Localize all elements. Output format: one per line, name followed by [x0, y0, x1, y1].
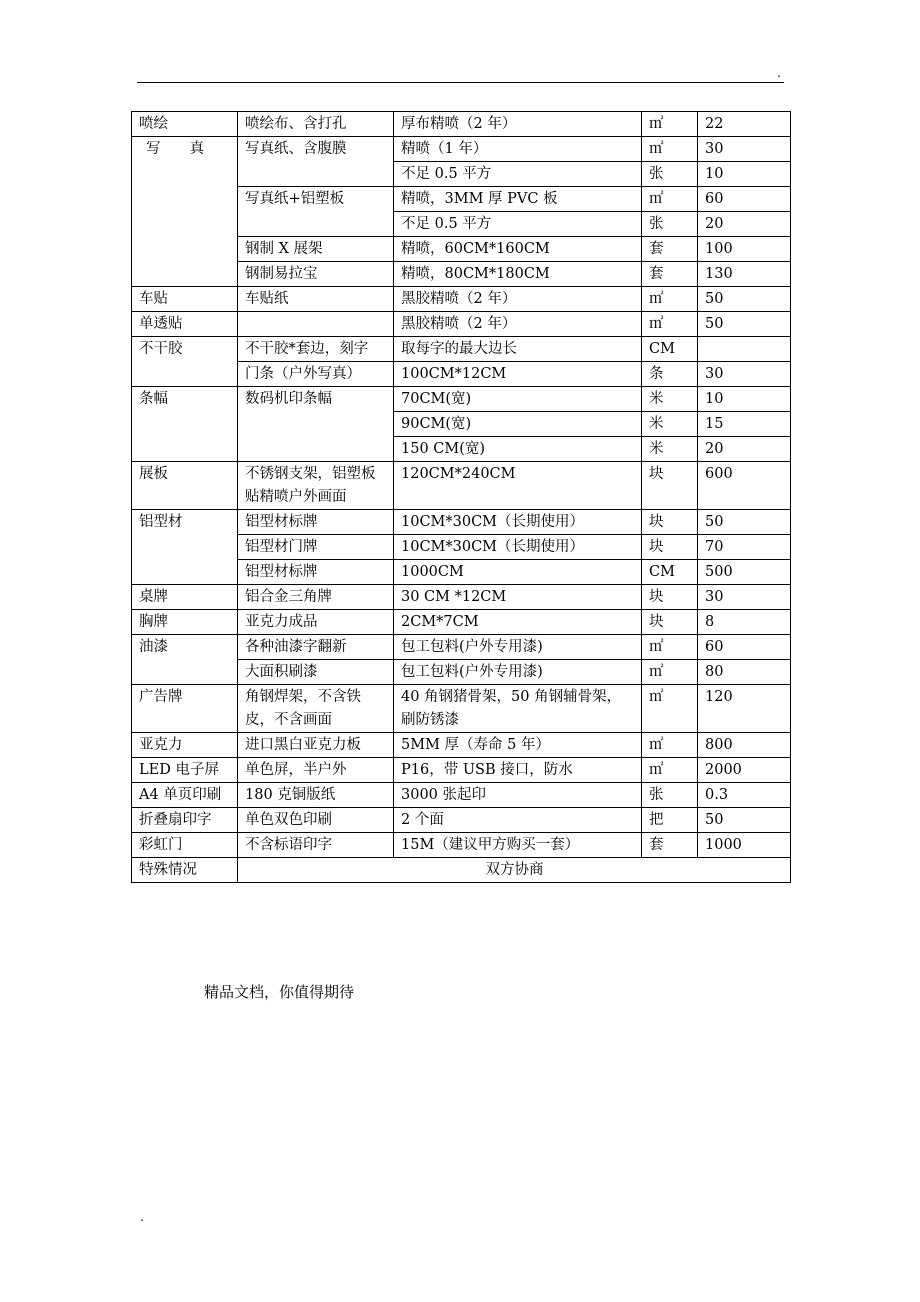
- unit-cell: 米: [642, 412, 698, 437]
- unit-cell: 米: [642, 387, 698, 412]
- category-cell: 胸牌: [132, 610, 238, 635]
- special-label-cell: 特殊情况: [132, 858, 238, 883]
- category-cell: A4 单页印刷: [132, 783, 238, 808]
- spec-cell: 精喷，3MM 厚 PVC 板: [394, 187, 642, 212]
- unit-cell: 张: [642, 783, 698, 808]
- spec-cell: 2 个面: [394, 808, 642, 833]
- spec-cell: 不足 0.5 平方: [394, 212, 642, 237]
- price-cell: [698, 337, 791, 362]
- item-cell: 单色屏，半户外: [238, 758, 394, 783]
- item-cell: [238, 312, 394, 337]
- price-cell: 60: [698, 187, 791, 212]
- spec-cell: 120CM*240CM: [394, 462, 642, 510]
- price-cell: 8: [698, 610, 791, 635]
- category-cell: 条幅: [132, 387, 238, 462]
- unit-cell: 套: [642, 237, 698, 262]
- category-cell: 不干胶: [132, 337, 238, 387]
- category-cell: 彩虹门: [132, 833, 238, 858]
- table-row: [132, 685, 791, 733]
- spec-cell: 100CM*12CM: [394, 362, 642, 387]
- unit-cell: 把: [642, 808, 698, 833]
- spec-cell: 2CM*7CM: [394, 610, 642, 635]
- item-cell: 铝型材标牌: [238, 560, 394, 585]
- spec-cell: 30 CM *12CM: [394, 585, 642, 610]
- spec-cell: P16，带 USB 接口，防水: [394, 758, 642, 783]
- item-cell: 数码机印条幅: [238, 387, 394, 462]
- spec-cell: 精喷，80CM*180CM: [394, 262, 642, 287]
- item-cell: 喷绘布、含打孔: [238, 112, 394, 137]
- item-cell: 门条（户外写真）: [238, 362, 394, 387]
- spec-cell: 40 角钢猪骨架，50 角钢辅骨架，刷防锈漆: [394, 685, 642, 733]
- item-cell: 铝型材标牌: [238, 510, 394, 535]
- spec-cell: 1000CM: [394, 560, 642, 585]
- price-cell: 50: [698, 287, 791, 312]
- unit-cell: CM: [642, 560, 698, 585]
- item-cell: 写真纸+铝塑板: [238, 187, 394, 237]
- category-cell: 油漆: [132, 635, 238, 685]
- price-cell: 80: [698, 660, 791, 685]
- spec-cell: 10CM*30CM（长期使用）: [394, 510, 642, 535]
- table-row: [132, 733, 791, 758]
- unit-cell: 套: [642, 833, 698, 858]
- item-cell: 铝型材门牌: [238, 535, 394, 560]
- spec-cell: 70CM(宽): [394, 387, 642, 412]
- item-cell: 不锈钢支架，铝塑板贴精喷户外画面: [238, 462, 394, 510]
- price-cell: 15: [698, 412, 791, 437]
- price-cell: 60: [698, 635, 791, 660]
- unit-cell: ㎡: [642, 137, 698, 162]
- unit-cell: ㎡: [642, 112, 698, 137]
- item-cell: 亚克力成品: [238, 610, 394, 635]
- spec-cell: 包工包料(户外专用漆): [394, 635, 642, 660]
- price-cell: 0.3: [698, 783, 791, 808]
- item-cell: 不干胶*套边，刻字: [238, 337, 394, 362]
- price-cell: 30: [698, 585, 791, 610]
- header-rule: [137, 82, 784, 83]
- spec-cell: 90CM(宽): [394, 412, 642, 437]
- price-table: [131, 111, 791, 883]
- spec-cell: 5MM 厚（寿命 5 年）: [394, 733, 642, 758]
- header-mark: .: [777, 66, 781, 80]
- category-cell: 广告牌: [132, 685, 238, 733]
- unit-cell: 套: [642, 262, 698, 287]
- item-cell: 铝合金三角牌: [238, 585, 394, 610]
- item-cell: 钢制 X 展架: [238, 237, 394, 262]
- category-cell: 展板: [132, 462, 238, 510]
- table-row: [132, 833, 791, 858]
- unit-cell: 米: [642, 437, 698, 462]
- unit-cell: 张: [642, 212, 698, 237]
- price-cell: 500: [698, 560, 791, 585]
- unit-cell: ㎡: [642, 733, 698, 758]
- price-cell: 30: [698, 137, 791, 162]
- item-cell: 角钢焊架，不含铁皮，不含画面: [238, 685, 394, 733]
- spec-cell: 不足 0.5 平方: [394, 162, 642, 187]
- price-cell: 1000: [698, 833, 791, 858]
- category-cell: 车贴: [132, 287, 238, 312]
- spec-cell: 黑胶精喷（2 年）: [394, 287, 642, 312]
- price-cell: 20: [698, 437, 791, 462]
- table-row: [132, 137, 791, 162]
- unit-cell: ㎡: [642, 685, 698, 733]
- price-cell: 22: [698, 112, 791, 137]
- table-row: [132, 112, 791, 137]
- unit-cell: ㎡: [642, 660, 698, 685]
- spec-cell: 10CM*30CM（长期使用）: [394, 535, 642, 560]
- category-cell: 铝型材: [132, 510, 238, 585]
- table-row: [132, 808, 791, 833]
- table-row: [132, 585, 791, 610]
- price-cell: 130: [698, 262, 791, 287]
- unit-cell: 张: [642, 162, 698, 187]
- unit-cell: 块: [642, 535, 698, 560]
- table-row: [132, 758, 791, 783]
- item-cell: 车贴纸: [238, 287, 394, 312]
- spec-cell: 黑胶精喷（2 年）: [394, 312, 642, 337]
- slogan: 精品文档，你值得期待: [204, 983, 355, 1001]
- price-cell: 30: [698, 362, 791, 387]
- category-cell: 亚克力: [132, 733, 238, 758]
- unit-cell: 块: [642, 462, 698, 510]
- price-cell: 50: [698, 510, 791, 535]
- item-cell: 钢制易拉宝: [238, 262, 394, 287]
- price-cell: 10: [698, 162, 791, 187]
- spec-cell: 3000 张起印: [394, 783, 642, 808]
- price-cell: 100: [698, 237, 791, 262]
- unit-cell: 块: [642, 585, 698, 610]
- table-row: [132, 337, 791, 362]
- price-cell: 600: [698, 462, 791, 510]
- unit-cell: 条: [642, 362, 698, 387]
- unit-cell: ㎡: [642, 635, 698, 660]
- unit-cell: ㎡: [642, 312, 698, 337]
- item-cell: 各种油漆字翻新: [238, 635, 394, 660]
- unit-cell: ㎡: [642, 187, 698, 212]
- unit-cell: CM: [642, 337, 698, 362]
- unit-cell: 块: [642, 610, 698, 635]
- spec-cell: 15M（建议甲方购买一套）: [394, 833, 642, 858]
- unit-cell: ㎡: [642, 758, 698, 783]
- table-row: [132, 510, 791, 535]
- price-cell: 10: [698, 387, 791, 412]
- table-row-special: [132, 858, 791, 883]
- table-row: [132, 462, 791, 510]
- table-row: [132, 287, 791, 312]
- table-row: [132, 312, 791, 337]
- price-cell: 70: [698, 535, 791, 560]
- spec-cell: 取每字的最大边长: [394, 337, 642, 362]
- category-cell: 桌牌: [132, 585, 238, 610]
- price-cell: 120: [698, 685, 791, 733]
- spec-cell: 精喷，60CM*160CM: [394, 237, 642, 262]
- category-cell: 单透贴: [132, 312, 238, 337]
- table-row: [132, 610, 791, 635]
- category-cell: 喷绘: [132, 112, 238, 137]
- spec-cell: 精喷（1 年）: [394, 137, 642, 162]
- item-cell: 单色双色印刷: [238, 808, 394, 833]
- price-cell: 2000: [698, 758, 791, 783]
- price-cell: 50: [698, 808, 791, 833]
- price-cell: 50: [698, 312, 791, 337]
- spec-cell: 厚布精喷（2 年）: [394, 112, 642, 137]
- item-cell: 大面积刷漆: [238, 660, 394, 685]
- price-cell: 800: [698, 733, 791, 758]
- table-row: [132, 635, 791, 660]
- spec-cell: 150 CM(宽): [394, 437, 642, 462]
- special-value-cell: 双方协商: [238, 858, 791, 883]
- spec-cell: 包工包料(户外专用漆): [394, 660, 642, 685]
- category-cell: 折叠扇印字: [132, 808, 238, 833]
- item-cell: 180 克铜版纸: [238, 783, 394, 808]
- footer-mark: .: [140, 1210, 144, 1224]
- table-row: [132, 783, 791, 808]
- item-cell: 进口黑白亚克力板: [238, 733, 394, 758]
- category-cell: 写 真: [132, 137, 238, 287]
- table-row: [132, 387, 791, 412]
- category-cell: LED 电子屏: [132, 758, 238, 783]
- unit-cell: 块: [642, 510, 698, 535]
- price-cell: 20: [698, 212, 791, 237]
- unit-cell: ㎡: [642, 287, 698, 312]
- item-cell: 不含标语印字: [238, 833, 394, 858]
- item-cell: 写真纸、含腹膜: [238, 137, 394, 187]
